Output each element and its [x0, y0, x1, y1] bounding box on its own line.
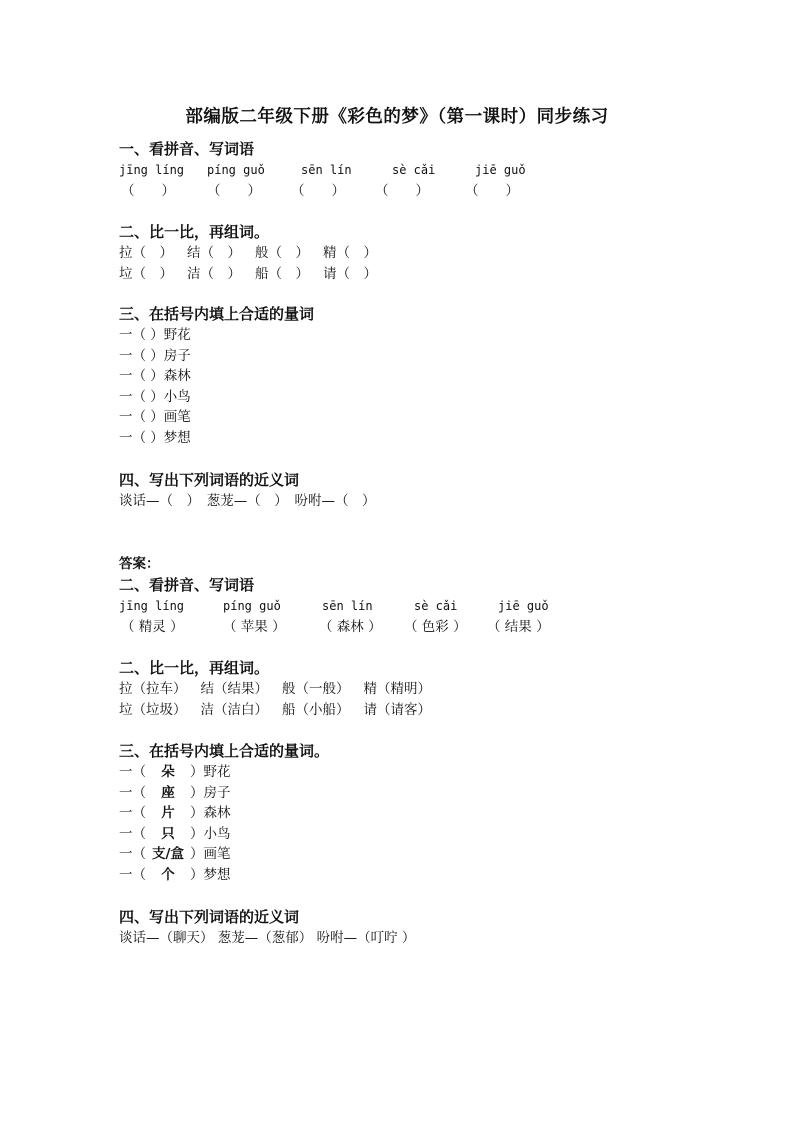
- compare-item: 结（结果）: [200, 681, 268, 697]
- list-item: 一（ ）小鸟: [119, 388, 191, 405]
- pinyin-item: jīng líng: [119, 163, 185, 177]
- answer-section-compare: [119, 658, 431, 720]
- measure-prefix: 一（: [119, 825, 146, 842]
- measure-noun: ）画笔: [190, 846, 231, 863]
- answer-text: （ 森林 ）: [319, 619, 382, 635]
- compare-row: [119, 264, 377, 285]
- measure-noun: ）小鸟: [190, 825, 231, 842]
- pinyin-item: sēn lín: [322, 599, 373, 613]
- list-item: 一（ ）森林: [119, 368, 191, 385]
- measure-prefix: 一（: [119, 866, 146, 883]
- measure-noun: ）野花: [190, 764, 231, 780]
- exercise-section-measure-words: [119, 304, 314, 449]
- compare-item: 船（小船）: [282, 701, 350, 718]
- pinyin-item: píng guǒ: [223, 599, 281, 613]
- compare-item: 精（精明）: [363, 681, 431, 697]
- list-item: [119, 844, 329, 865]
- list-item: 一（ ）画笔: [119, 409, 191, 426]
- compare-item: 请（请客）: [363, 701, 431, 718]
- compare-item: 垃（垃圾）: [119, 701, 187, 718]
- page-title: 部编版二年级下册《彩色的梦》（第一课时）同步练习: [185, 107, 609, 127]
- compare-row: [119, 700, 431, 721]
- answer-row: [119, 617, 589, 638]
- list-item: 一（ ）房子: [119, 347, 191, 364]
- measure-answer: 朵: [161, 764, 175, 780]
- answer-text: （ 精灵 ）: [121, 619, 184, 635]
- measure-answer: 只: [161, 825, 175, 842]
- pinyin-item: jiē guǒ: [475, 163, 526, 177]
- list-item: [119, 762, 329, 783]
- compare-item: 拉（ ）: [119, 245, 173, 261]
- section-heading: 一、看拼音、写词语: [119, 140, 255, 158]
- answer-section-pinyin: [119, 575, 589, 638]
- pinyin-item: sēn lín: [301, 163, 352, 177]
- measure-answer: 支/盒: [152, 846, 184, 863]
- pinyin-item: sè cǎi: [392, 163, 436, 177]
- list-item: [119, 803, 329, 824]
- exercise-section-compare: [119, 222, 377, 284]
- pinyin-item: jīng líng: [119, 599, 185, 613]
- compare-item: 请（ ）: [323, 265, 377, 282]
- measure-prefix: 一（: [119, 846, 146, 863]
- list-item: 一（ ）梦想: [119, 429, 191, 446]
- section-heading: 三、在括号内填上合适的量词: [119, 305, 315, 323]
- list-item: 一（ ）野花: [119, 327, 191, 343]
- compare-item: 结（ ）: [187, 245, 241, 261]
- blank-row: [119, 181, 579, 202]
- answer-section-measure-words: [119, 741, 329, 886]
- answer-blank: （ ）: [375, 183, 429, 199]
- answer-section-synonyms: [119, 907, 415, 949]
- compare-item: 般（ ）: [255, 245, 309, 261]
- pinyin-item: jiē guǒ: [498, 599, 549, 613]
- compare-item: 拉（拉车）: [119, 681, 187, 697]
- list-item: [119, 824, 329, 845]
- answer-blank: （ ）: [121, 183, 175, 199]
- measure-noun: ）森林: [190, 805, 231, 822]
- answer-blank: （ ）: [465, 183, 519, 199]
- section-heading: 二、看拼音、写词语: [119, 576, 255, 594]
- section-heading: 四、写出下列词语的近义词: [119, 908, 300, 926]
- compare-row: [119, 243, 377, 264]
- answers-block: [119, 554, 160, 575]
- exercise-section-synonyms: [119, 470, 376, 512]
- section-heading: 二、比一比，再组词。: [119, 659, 270, 677]
- measure-answer: 个: [161, 866, 175, 883]
- answer-text: （ 结果 ）: [487, 619, 550, 635]
- compare-item: 精（ ）: [323, 245, 377, 261]
- compare-row: [119, 679, 431, 700]
- measure-noun: ）房子: [190, 784, 231, 801]
- list-item: [119, 865, 329, 886]
- measure-answer: 座: [161, 784, 175, 801]
- answer-text: （ 色彩 ）: [404, 619, 467, 635]
- pinyin-row: [119, 160, 579, 181]
- exercise-section-pinyin: [119, 139, 579, 202]
- pinyin-item: sè cǎi: [414, 599, 458, 613]
- answer-text: （ 苹果 ）: [223, 619, 286, 635]
- compare-item: 垃（ ）: [119, 265, 173, 282]
- measure-answer: 片: [161, 805, 175, 822]
- answer-blank: （ ）: [207, 183, 261, 199]
- synonym-line: 谈话—（聊天） 葱茏—（葱郁） 吩咐—（叮咛 ）: [119, 930, 416, 946]
- answer-blank: （ ）: [291, 183, 345, 199]
- pinyin-item: píng guǒ: [207, 163, 265, 177]
- compare-item: 洁（洁白）: [200, 701, 268, 718]
- measure-prefix: 一（: [119, 764, 146, 780]
- synonym-line: 谈话—（ ） 葱茏—（ ） 吩咐—（ ）: [119, 493, 376, 509]
- list-item: [119, 783, 329, 804]
- compare-item: 洁（ ）: [187, 265, 241, 282]
- pinyin-row: [119, 596, 589, 617]
- section-heading: 四、写出下列词语的近义词: [119, 471, 300, 489]
- section-heading: 三、在括号内填上合适的量词。: [119, 742, 330, 760]
- measure-prefix: 一（: [119, 805, 146, 822]
- section-heading: 二、比一比，再组词。: [119, 223, 270, 241]
- measure-noun: ）梦想: [190, 866, 231, 883]
- compare-item: 船（ ）: [255, 265, 309, 282]
- compare-item: 般（一般）: [282, 681, 350, 697]
- measure-prefix: 一（: [119, 784, 146, 801]
- answers-label: 答案：: [119, 556, 160, 572]
